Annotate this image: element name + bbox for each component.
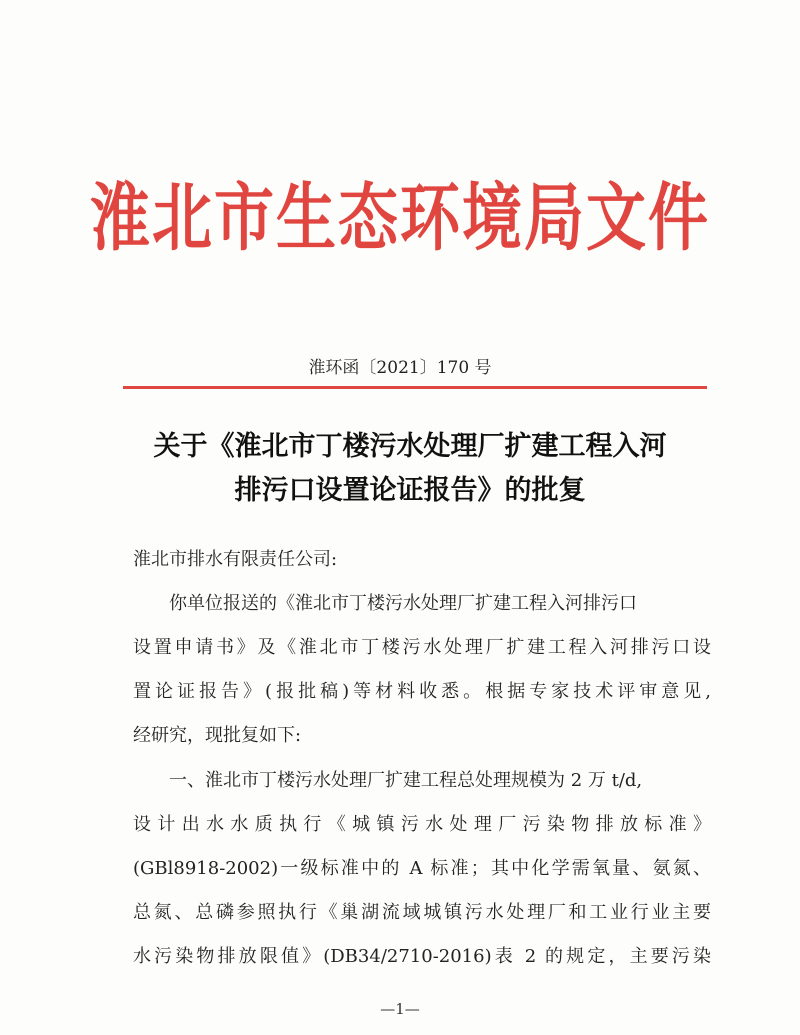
paragraph-1-line: 设置申请书》及《淮北市丁楼污水处理厂扩建工程入河排污口设 xyxy=(133,637,711,658)
paragraph-2-line: 水污染物排放限值》(DB34/2710-2016)表 2 的规定，主要污染 xyxy=(133,946,711,967)
issuing-office-title: 淮北市生态环境局文件 xyxy=(90,175,710,262)
paragraph-1-line: 你单位报送的《淮北市丁楼污水处理厂扩建工程入河排污口 xyxy=(169,593,637,614)
page-number: —1— xyxy=(380,1000,420,1018)
paragraph-2-line: 总氮、总磷参照执行《巢湖流域城镇污水处理厂和工业行业主要 xyxy=(133,902,711,923)
paragraph-1-line: 置论证报告》(报批稿)等材料收悉。根据专家技术评审意见, xyxy=(133,681,711,702)
red-divider xyxy=(123,386,707,389)
paragraph-2-line: (GBl8918-2002)一级标准中的 A 标准；其中化学需氧量、氨氮、 xyxy=(133,858,711,879)
document-number: 淮环函〔2021〕170 号 xyxy=(308,358,492,378)
document-subject xyxy=(110,425,710,513)
paragraph-1-line: 经研究，现批复如下: xyxy=(133,725,302,746)
subject-line-2: 排污口设置论证报告》的批复 xyxy=(234,475,586,506)
addressee: 淮北市排水有限责任公司: xyxy=(133,549,338,570)
paragraph-2-line: 设计出水水质执行《城镇污水处理厂污染物排放标准》 xyxy=(133,814,711,835)
subject-line-1: 关于《淮北市丁楼污水处理厂扩建工程入河 xyxy=(153,431,667,462)
paragraph-2-line: 一、淮北市丁楼污水处理厂扩建工程总处理规模为 2 万 t/d, xyxy=(169,770,643,791)
